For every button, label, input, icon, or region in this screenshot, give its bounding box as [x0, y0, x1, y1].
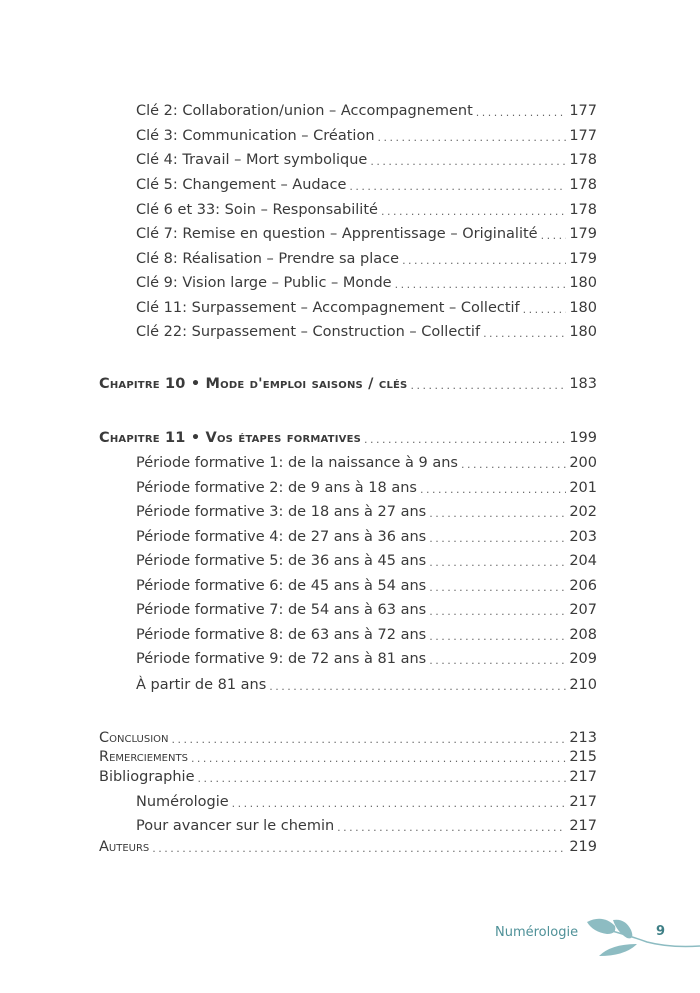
toc-entry-page: 217	[569, 794, 597, 810]
toc-entry[interactable]	[136, 792, 597, 812]
dot-leader	[429, 531, 566, 547]
toc-entry[interactable]	[136, 478, 597, 498]
dot-leader	[429, 555, 566, 571]
toc-entry[interactable]	[99, 837, 597, 857]
toc-entry-page: 199	[569, 430, 597, 446]
dot-leader	[172, 732, 567, 748]
toc-entry-label: Période formative 2: de 9 ans à 18 ans	[136, 480, 417, 496]
toc-entry[interactable]	[99, 728, 597, 748]
toc-entry-label: Clé 6 et 33: Soin – Responsabilité	[136, 202, 378, 218]
toc-entry-label: Clé 3: Communication – Création	[136, 128, 375, 144]
toc-entry[interactable]	[136, 649, 597, 669]
toc-entry-page: 180	[569, 324, 597, 340]
toc-entry[interactable]	[136, 249, 597, 269]
toc-entry[interactable]	[136, 551, 597, 571]
toc-entry-label: Clé 7: Remise en question – Apprentissage – Originalité	[136, 226, 538, 242]
toc-entry[interactable]	[136, 453, 597, 473]
dot-leader	[410, 378, 566, 394]
toc-entry[interactable]	[136, 200, 597, 220]
toc-entry-page: 204	[569, 553, 597, 569]
toc-entry-label: Conclusion	[99, 730, 169, 746]
toc-entry-page: 201	[569, 480, 597, 496]
dot-leader	[429, 629, 566, 645]
dot-leader	[191, 751, 566, 767]
dot-leader	[461, 457, 566, 473]
toc-entry-label: Période formative 6: de 45 ans à 54 ans	[136, 578, 427, 594]
toc-entry-page: 177	[569, 103, 597, 119]
toc-entry[interactable]	[99, 747, 597, 767]
toc-entry[interactable]	[136, 298, 597, 318]
dot-leader	[429, 506, 566, 522]
toc-entry-label: Période formative 7: de 54 ans à 63 ans	[136, 602, 427, 618]
dot-leader	[402, 253, 566, 269]
toc-entry-label: Clé 22: Surpassement – Construction – Collectif	[136, 324, 481, 340]
dot-leader	[349, 179, 566, 195]
dot-leader	[269, 679, 566, 695]
dot-leader	[337, 820, 566, 836]
dot-leader	[523, 302, 567, 318]
dot-leader	[429, 653, 566, 669]
running-footer-title: Numérologie	[495, 925, 579, 940]
toc-entry-label: Chapitre 11 • Vos étapes formatives	[99, 430, 362, 446]
dot-leader	[370, 154, 566, 170]
toc-entry-page: 213	[569, 730, 597, 746]
toc-entry-page: 208	[569, 627, 597, 643]
toc-entry-label: Période formative 1: de la naissance à 9 ans	[136, 455, 458, 471]
toc-entry-page: 202	[569, 504, 597, 520]
toc-entry-label: Pour avancer sur le chemin	[136, 818, 335, 834]
toc-entry-label: Clé 11: Surpassement – Accompagnement – Collectif	[136, 300, 520, 316]
toc-entry[interactable]	[99, 767, 597, 787]
toc-entry-page: 178	[569, 177, 597, 193]
toc-entry-page: 178	[569, 202, 597, 218]
toc-entry-page: 179	[569, 226, 597, 242]
toc-entry-label: Clé 2: Collaboration/union – Accompagnement	[136, 103, 473, 119]
toc-entry-label: Auteurs	[99, 839, 150, 855]
toc-entry-label: Clé 5: Changement – Audace	[136, 177, 347, 193]
dot-leader	[541, 228, 567, 244]
toc-entry-page: 219	[569, 839, 597, 855]
toc-entry-page: 179	[569, 251, 597, 267]
toc-entry-label: Période formative 8: de 63 ans à 72 ans	[136, 627, 427, 643]
toc-entry-label: Période formative 4: de 27 ans à 36 ans	[136, 529, 427, 545]
dot-leader	[483, 326, 566, 342]
toc-entry[interactable]	[136, 224, 597, 244]
dot-leader	[364, 432, 566, 448]
page-number: 9	[656, 924, 666, 939]
dot-leader	[420, 482, 566, 498]
toc-entry-page: 217	[569, 769, 597, 785]
dot-leader	[198, 771, 567, 787]
toc-entry[interactable]	[99, 374, 597, 394]
toc-entry-label: Numérologie	[136, 794, 229, 810]
toc-entry[interactable]	[136, 502, 597, 522]
toc-entry[interactable]	[136, 600, 597, 620]
dot-leader	[378, 130, 567, 146]
dot-leader	[152, 841, 566, 857]
dot-leader	[429, 580, 566, 596]
toc-entry-page: 217	[569, 818, 597, 834]
dot-leader	[381, 204, 566, 220]
toc-entry-page: 177	[569, 128, 597, 144]
toc-entry[interactable]	[136, 126, 597, 146]
leaf-branch-icon	[585, 912, 700, 962]
toc-entry-page: 207	[569, 602, 597, 618]
toc-entry-label: Période formative 5: de 36 ans à 45 ans	[136, 553, 427, 569]
toc-entry[interactable]	[136, 816, 597, 836]
dot-leader	[476, 105, 567, 121]
toc-entry-label: Période formative 9: de 72 ans à 81 ans	[136, 651, 427, 667]
toc-entry[interactable]	[99, 428, 597, 448]
toc-entry-page: 210	[569, 677, 597, 693]
toc-entry[interactable]	[136, 675, 597, 695]
toc-entry-page: 206	[569, 578, 597, 594]
toc-entry[interactable]	[136, 150, 597, 170]
toc-entry-label: Clé 9: Vision large – Public – Monde	[136, 275, 392, 291]
toc-entry-page: 200	[569, 455, 597, 471]
toc-entry-label: Bibliographie	[99, 769, 195, 785]
toc-entry[interactable]	[136, 576, 597, 596]
toc-entry-page: 180	[569, 300, 597, 316]
dot-leader	[232, 796, 567, 812]
toc-entry[interactable]	[136, 175, 597, 195]
toc-entry-page: 178	[569, 152, 597, 168]
toc-entry-label: Période formative 3: de 18 ans à 27 ans	[136, 504, 427, 520]
toc-entry-page: 215	[569, 749, 597, 765]
toc-entry-label: Remerciements	[99, 749, 188, 765]
toc-entry-label: Clé 4: Travail – Mort symbolique	[136, 152, 368, 168]
toc-entry[interactable]	[136, 625, 597, 645]
toc-entry[interactable]	[136, 322, 597, 342]
toc-entry[interactable]	[136, 527, 597, 547]
toc-entry-label: À partir de 81 ans	[136, 677, 267, 693]
toc-entry-page: 180	[569, 275, 597, 291]
toc-entry-page: 183	[569, 376, 597, 392]
dot-leader	[395, 277, 567, 293]
toc-entry-label: Chapitre 10 • Mode d'emploi saisons / clés	[99, 376, 408, 392]
toc-entry-page: 203	[569, 529, 597, 545]
dot-leader	[429, 604, 566, 620]
toc-entry[interactable]	[136, 273, 597, 293]
toc-entry-label: Clé 8: Réalisation – Prendre sa place	[136, 251, 400, 267]
toc-entry[interactable]	[136, 101, 597, 121]
toc-entry-page: 209	[569, 651, 597, 667]
